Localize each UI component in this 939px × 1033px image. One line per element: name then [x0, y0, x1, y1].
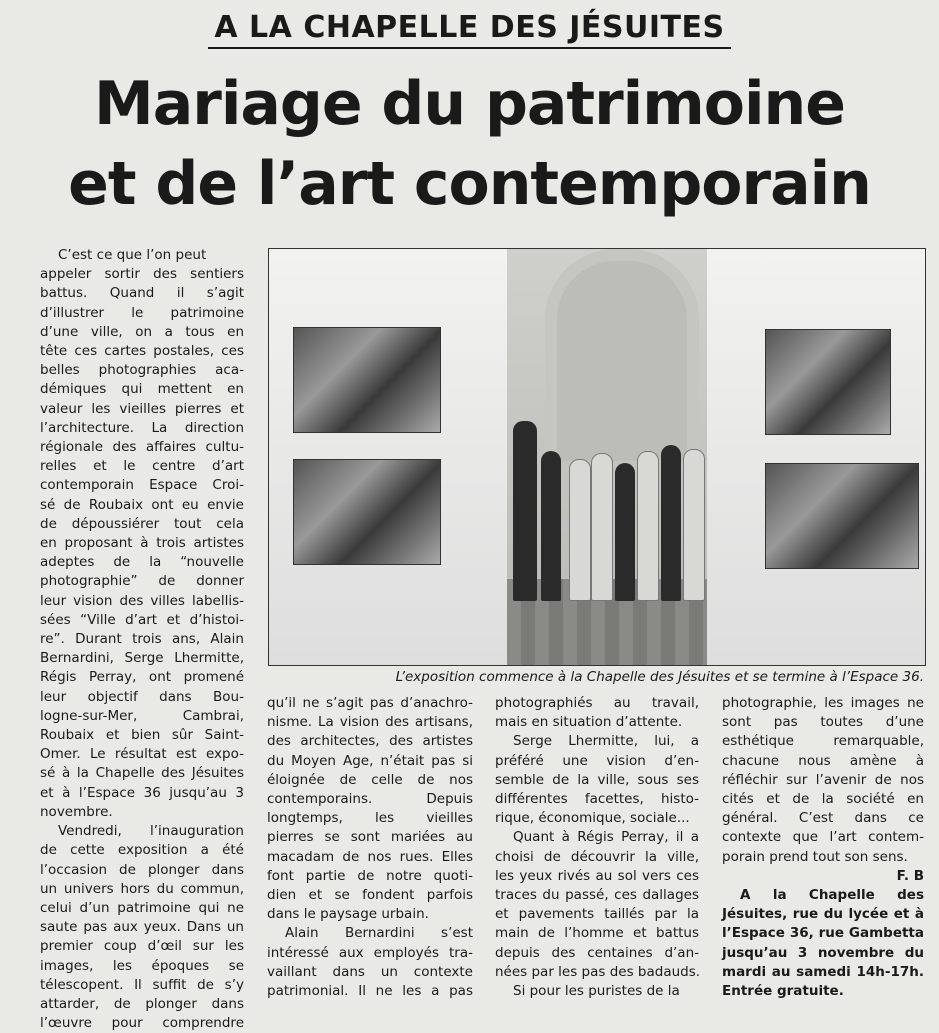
text-line: en proposant à trois artistes: [40, 535, 244, 552]
text-line: Vendredi, l’inauguration: [58, 823, 244, 840]
exhibit-print-4: [765, 463, 919, 569]
text-line: des architectes, des artistes: [267, 733, 473, 750]
exhibit-print-2: [293, 459, 441, 565]
text-line: du Moyen Age, n’était pas si: [267, 752, 473, 769]
text-line: les yeux rivés au sol vers ces: [495, 867, 699, 884]
text-line: contexte que l’art contem-: [722, 829, 924, 846]
visitor-figure: [615, 463, 635, 601]
text-line: l’œuvre pour comprendre: [40, 1015, 244, 1032]
text-line: et à l’Espace 36 jusqu’au 3: [40, 784, 244, 801]
headline-line-1: Mariage du patrimoine: [94, 69, 845, 139]
headline-line-2: et de l’art contemporain: [68, 149, 871, 219]
text-line: photographie” de donner: [40, 573, 244, 590]
text-line: cités et de la société en: [722, 791, 924, 808]
kicker-text: A LA CHAPELLE DES JÉSUITES: [208, 10, 730, 49]
text-line: l’architecture. La direction: [40, 419, 244, 436]
text-line: d’illustrer le patrimoine: [40, 304, 244, 321]
chapel-arch: [545, 249, 699, 461]
text-line: l’occasion de plonger dans: [40, 861, 244, 878]
info-line: jusqu’au 3 novembre du: [722, 944, 924, 961]
photo-caption: L’exposition commence à la Chapelle des Jésuites et se termine à l’Espace 36.: [395, 669, 924, 685]
text-line: Bernardini, Serge Lhermitte,: [40, 650, 244, 667]
text-line: valeur les vieilles pierres et: [40, 400, 244, 417]
text-line: réfléchir sur l’avenir de nos: [722, 771, 924, 788]
text-line: porain prend tout son sens.: [722, 848, 908, 865]
text-line: leur objectif dans Bou-: [40, 688, 244, 705]
text-line: préféré une vision d’en-: [495, 752, 699, 769]
text-line: Roubaix et bien sûr Saint-: [40, 727, 244, 744]
info-line: mardi au samedi 14h-17h.: [722, 963, 924, 980]
text-line: font partie de notre quoti-: [267, 867, 473, 884]
text-line: télescopent. Il suffit de s’y: [40, 976, 244, 993]
text-line: chacune nous amène à: [722, 752, 924, 769]
text-line: premier coup d’œil sur les: [40, 938, 244, 955]
visitor-figure: [683, 449, 705, 601]
text-line: main de l’homme et battus: [495, 925, 699, 942]
text-line: Si pour les puristes de la: [513, 983, 680, 1000]
article-kicker: [0, 10, 939, 49]
text-line: dien et se fondent parfois: [267, 887, 473, 904]
author-signature: F. B: [896, 867, 924, 884]
text-line: photographie, les images ne: [722, 695, 924, 711]
article-column-4: [722, 694, 924, 1001]
text-line: Quant à Régis Perray, il a: [513, 829, 699, 846]
text-line: novembre.: [40, 803, 113, 820]
text-line: traces du passé, ces dallages: [495, 887, 699, 904]
text-line: sont pas toutes d’une: [722, 714, 924, 731]
text-line: sé de Roubaix ont eu envie: [40, 496, 244, 513]
text-line: leur vision des villes labellis-: [40, 592, 244, 609]
text-line: depuis des centaines d’an-: [495, 944, 699, 961]
text-line: Régis Perray, ont promené: [40, 669, 244, 686]
text-line: pierres se sont mariées au: [267, 829, 473, 846]
info-line: A la Chapelle des: [740, 887, 924, 904]
text-line: éloignée de celle de nos: [267, 771, 473, 788]
text-line: semble de la ville, sous ses: [495, 771, 699, 788]
text-line: macadam de nos rues. Elles: [267, 848, 473, 865]
visitor-figure: [513, 421, 537, 601]
text-line: qu’il ne s’agit pas d’anachro-: [267, 695, 473, 711]
text-line: sé à la Chapelle des Jésuites: [40, 765, 244, 782]
visitor-figure: [591, 453, 613, 601]
text-line: attarder, de plonger dans: [40, 995, 244, 1012]
text-line: adeptes de la “nouvelle: [40, 554, 244, 571]
text-line: intéressé aux employés tra-: [267, 944, 473, 961]
text-line: sées “Ville d’art et d’histoi-: [40, 611, 244, 628]
text-line: vaillant dans un contexte: [267, 963, 473, 980]
text-line: choisi de découvrir la ville,: [495, 848, 699, 865]
article-column-1: [40, 246, 244, 1033]
exhibition-photo: [268, 248, 926, 666]
text-line: battus. Quand il s’agit: [40, 285, 244, 302]
text-line: de cette exposition a été: [40, 842, 244, 859]
text-line: images, les époques se: [40, 957, 244, 974]
text-line: un univers hors du commun,: [40, 880, 244, 897]
article-column-2: [267, 694, 473, 1001]
text-line: saute pas aux yeux. Dans un: [40, 919, 244, 936]
text-line: d’une ville, on a tous en: [40, 323, 244, 340]
text-line: différentes facettes, histo-: [495, 791, 699, 808]
text-line: tête ces cartes postales, ces: [40, 343, 244, 360]
text-line: nisme. La vision des artisans,: [267, 714, 473, 731]
text-line: mais en situation d’attente.: [495, 714, 683, 731]
text-line: logne-sur-Mer, Cambrai,: [40, 707, 244, 724]
text-line: nées par les pas des badauds.: [495, 963, 701, 980]
text-line: général. C’est dans ce: [722, 810, 924, 827]
text-line: de dépoussiérer tout cela: [40, 515, 244, 532]
text-line: dans le paysage urbain.: [267, 906, 429, 923]
text-line: régionale des affaires cultu-: [40, 439, 244, 456]
text-line: Alain Bernardini s’est: [285, 925, 473, 942]
text-line: Serge Lhermitte, lui, a: [513, 733, 699, 750]
text-line: démiques qui mettent en: [40, 381, 244, 398]
exhibit-print-1: [293, 327, 441, 433]
text-line: esthétique remarquable,: [722, 733, 924, 750]
article-column-3: [495, 694, 699, 1001]
text-line: belles photographies aca-: [40, 362, 244, 379]
info-line: l’Espace 36, rue Gambetta: [722, 925, 924, 942]
text-line: longtemps, les vieilles: [267, 810, 473, 827]
exhibit-panel-right: [707, 249, 925, 665]
info-line: Entrée gratuite.: [722, 983, 844, 1000]
visitor-figure: [541, 451, 561, 601]
text-line: et pavements taillés par la: [495, 906, 699, 923]
text-line: contemporains. Depuis: [267, 791, 473, 808]
text-line: rique, économique, sociale...: [495, 810, 690, 827]
text-line: patrimonial. Il ne les a pas: [267, 983, 473, 1000]
text-line: re”. Durant trois ans, Alain: [40, 631, 244, 648]
text-line: celui d’un patrimoine qui ne: [40, 899, 244, 916]
text-line: appeler sortir des sentiers: [40, 266, 244, 283]
exhibit-print-3: [765, 329, 891, 435]
visitor-figure: [637, 451, 659, 601]
text-line: C’est ce que l’on peut: [58, 247, 207, 263]
exhibit-panel-left: [269, 249, 507, 665]
text-line: relles et le centre d’art: [40, 458, 244, 475]
visitor-figure: [661, 445, 681, 601]
text-line: Omer. Le résultat est expo-: [40, 746, 244, 763]
text-line: contemporain Espace Croi-: [40, 477, 244, 494]
text-line: photographiés au travail,: [495, 695, 699, 711]
visitor-figure: [569, 459, 591, 601]
info-line: Jésuites, rue du lycée et à: [722, 906, 924, 923]
